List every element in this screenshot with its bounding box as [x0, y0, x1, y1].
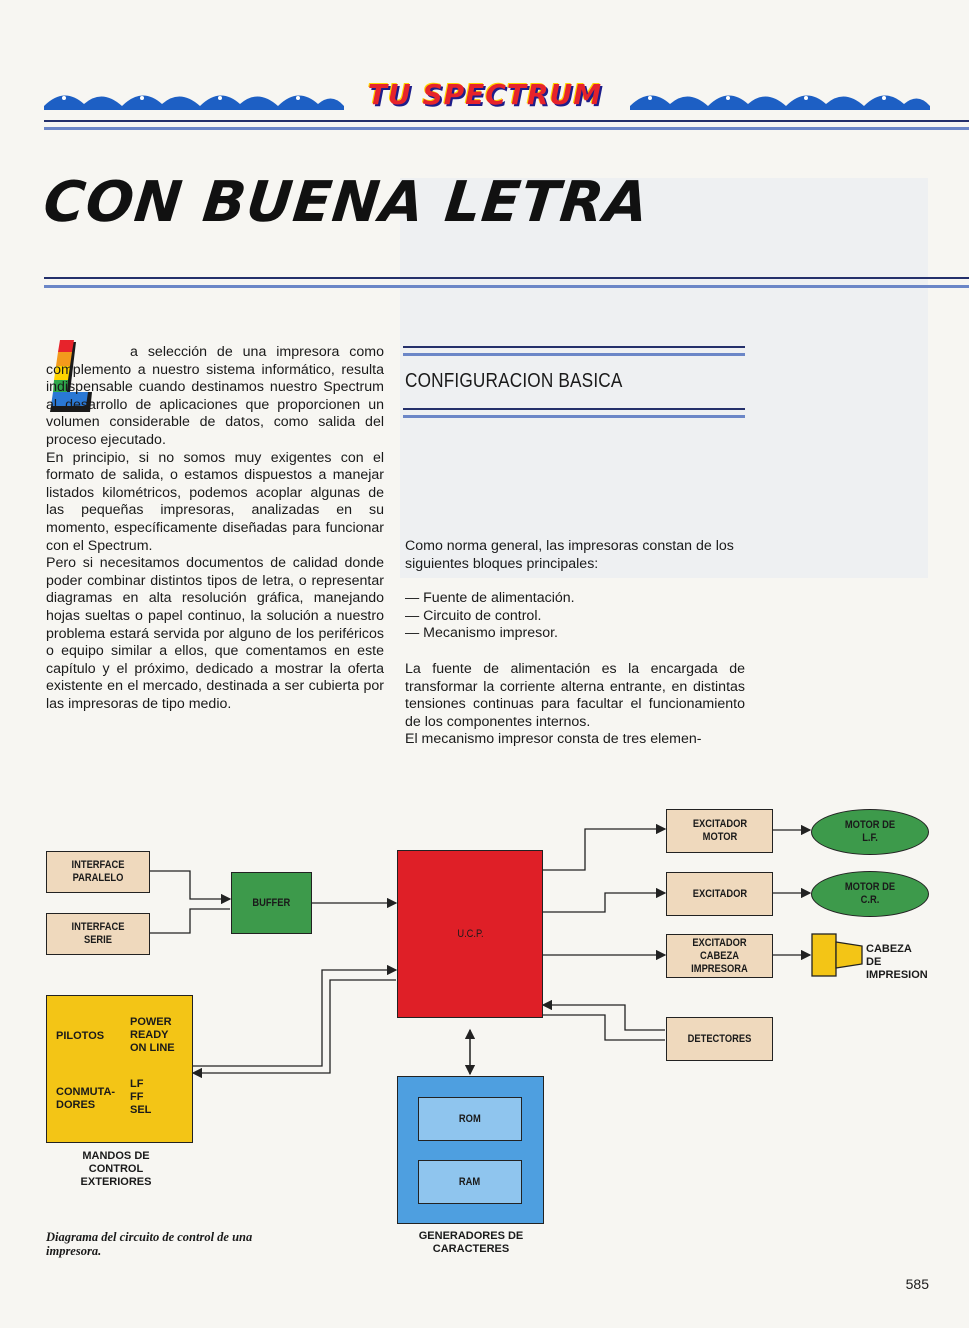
- figure-caption: Diagrama del circuito de control de una impresora.: [46, 1230, 253, 1258]
- pilotos-items: POWER READY ON LINE: [130, 1016, 175, 1054]
- list-item: — Fuente de alimentación.: [405, 590, 575, 608]
- motor-lf-ellipse: [811, 809, 929, 855]
- left-paragraph-3: Pero si necesitamos documentos de calidad donde poder combinar distintos tipos de letra, o representar diagramas en alta resolución gráfica, manejando hojas sueltas o papel continuo, la solución a nuestro problema estará servida por alguno de los periféricos o equipo similar a ellos, que comentamos en este capítulo y el próximo, dedicado a mostrar la oferta existente en el mercado, destinada a ser cubierta por las impresoras de tipo medio.: [46, 555, 384, 712]
- conmutadores-items: LF FF SEL: [130, 1078, 152, 1116]
- buffer-box: [231, 872, 312, 934]
- magazine-title: TU SPECTRUM: [367, 78, 603, 111]
- rom-label: ROM: [459, 1112, 481, 1125]
- rom-box: [418, 1097, 522, 1141]
- detectores-box: [666, 1017, 773, 1061]
- excitador-motor-box: [666, 809, 773, 853]
- excitador-box: [666, 872, 773, 916]
- conmutadores-label: CONMUTA- DORES: [56, 1086, 116, 1111]
- detectores-label: DETECTORES: [687, 1032, 752, 1045]
- page-number: 585: [905, 1276, 929, 1292]
- excitador-label: EXCITADOR: [692, 887, 747, 900]
- pilotos-label: PILOTOS: [56, 1030, 105, 1042]
- excitador-cabeza-label: EXCITADOR CABEZA IMPRESORA: [691, 936, 748, 975]
- right-paragraph-1: La fuente de alimentación es la encargada de transformar la corriente alterna entrante, en distintas tensiones continuas para facultar el funcionamiento de los componentes internos.: [405, 661, 745, 730]
- left-paragraph-2: En principio, si no somos muy exigentes con el formato de salida, o estamos dispuestos a manejar listados kilométricos, podemos acoplar algunas de las pequeñas impresoras, analizadas en su momento, específicamente diseñadas para funcionar con el Spectrum.: [46, 449, 384, 554]
- motor-lf-label: MOTOR DE L.F.: [844, 819, 896, 844]
- interface-paralelo-label: INTERFACE PARALELO: [71, 859, 125, 884]
- cabeza-impresion-label: CABEZA DE IMPRESION: [866, 943, 928, 981]
- excitador-motor-label: EXCITADOR MOTOR: [692, 818, 747, 843]
- ram-box: [418, 1160, 522, 1204]
- mandos-control-label: MANDOS DE CONTROL EXTERIORES: [80, 1150, 152, 1188]
- ucp-label: U.C.P.: [456, 927, 484, 940]
- motor-cr-ellipse: [811, 871, 929, 917]
- interface-paralelo-box: [46, 851, 150, 893]
- generadores-label: GENERADORES DE CARACTERES: [418, 1230, 524, 1255]
- list-item: — Circuito de control.: [405, 608, 575, 626]
- right-paragraph-2: El mecanismo impresor consta de tres elemen-: [405, 731, 702, 748]
- left-paragraph-1: a selección de una impresora como complemento a nuestro sistema informático, resulta indispensable cuando destinamos nuestro Spectrum al desarrollo de aplicaciones que proporcionen un volumen considerable de datos, como salida del proceso ejecutado.: [46, 344, 384, 448]
- list-item: — Mecanismo impresor.: [405, 625, 575, 643]
- article-title: CON BUENA LETRA: [40, 170, 653, 235]
- interface-serie-label: INTERFACE SERIE: [71, 921, 125, 946]
- interface-serie-box: [46, 913, 150, 955]
- ucp-box: [397, 850, 543, 1018]
- excitador-cabeza-box: [666, 934, 773, 978]
- motor-cr-label: MOTOR DE C.R.: [844, 881, 896, 906]
- ram-label: RAM: [459, 1175, 481, 1188]
- section-title: CONFIGURACION BASICA: [405, 370, 623, 392]
- buffer-label: BUFFER: [252, 896, 291, 909]
- right-intro-text: Como norma general, las impresoras constan de los siguientes bloques principales:: [405, 538, 734, 572]
